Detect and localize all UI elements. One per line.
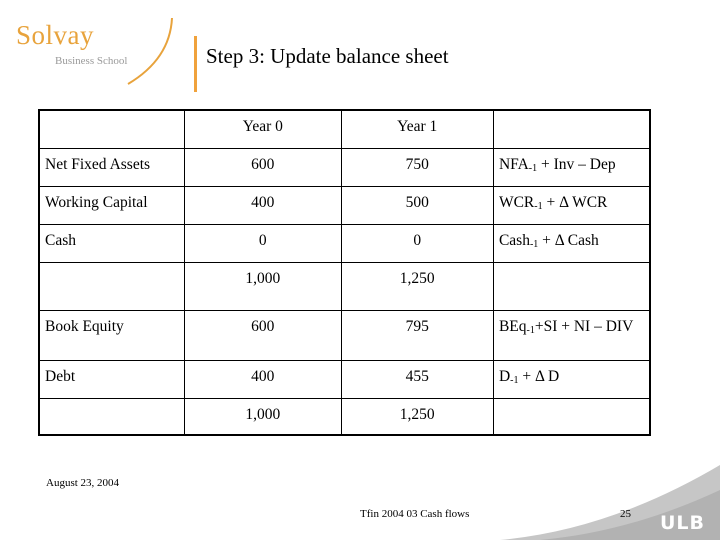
table-row — [39, 224, 650, 262]
solvay-logo — [10, 14, 185, 86]
liab-total-year-0: 1,000 — [185, 398, 341, 435]
footer-date: August 23, 2004 — [46, 477, 120, 489]
asset-total-row — [39, 262, 650, 310]
logo-sub-text: Business School — [55, 55, 128, 67]
total-formula-cell — [493, 398, 650, 435]
row-year-1: 500 — [341, 186, 493, 224]
row-formula: $D_{-1} + \Delta$ D — [493, 360, 650, 398]
slide-title: Step 3: Update balance sheet — [206, 44, 449, 68]
total-formula-cell — [493, 262, 650, 310]
row-year-1: 750 — [341, 148, 493, 186]
logo-main-text: Solvay — [16, 20, 95, 50]
ulb-logo: ULB — [660, 512, 706, 534]
row-year-1: 455 — [341, 360, 493, 398]
row-year-0: 600 — [185, 310, 341, 360]
row-label: Working Capital — [39, 186, 185, 224]
row-label: Cash — [39, 224, 185, 262]
row-year-0: 400 — [185, 186, 341, 224]
row-year-0: 600 — [185, 148, 341, 186]
header-year-1: Year 1 — [341, 110, 493, 148]
table-row — [39, 186, 650, 224]
asset-total-year-1: 1,250 — [341, 262, 493, 310]
row-year-0: 400 — [185, 360, 341, 398]
row-year-0: 0 — [185, 224, 341, 262]
header-formula-cell — [493, 110, 650, 148]
liab-total-year-1: 1,250 — [341, 398, 493, 435]
asset-total-year-0: 1,000 — [185, 262, 341, 310]
table-row — [39, 148, 650, 186]
row-label: Debt — [39, 360, 185, 398]
row-year-1: 0 — [341, 224, 493, 262]
header-empty-cell — [39, 110, 185, 148]
total-label-cell — [39, 398, 185, 435]
liability-total-row — [39, 398, 650, 435]
title-accent-bar — [194, 36, 197, 92]
table-header-row — [39, 110, 650, 148]
table-row — [39, 360, 650, 398]
row-year-1: 795 — [341, 310, 493, 360]
table-row — [39, 310, 650, 360]
page-number: 25 — [620, 508, 631, 520]
row-formula: $NFA_{-1}$ + Inv – Dep — [493, 148, 650, 186]
row-formula: Cash$_{-1}$ + Δ Cash — [493, 224, 650, 262]
row-label: Net Fixed Assets — [39, 148, 185, 186]
balance-sheet-table — [38, 109, 651, 436]
footer-filename: Tfin 2004 03 Cash flows — [360, 508, 470, 520]
row-formula: BEq$_{-1}$+SI + NI – DIV — [493, 310, 650, 360]
row-formula: $WCR_{-1} + \Delta$ WCR — [493, 186, 650, 224]
total-label-cell — [39, 262, 185, 310]
row-label: Book Equity — [39, 310, 185, 360]
header-year-0: Year 0 — [185, 110, 341, 148]
